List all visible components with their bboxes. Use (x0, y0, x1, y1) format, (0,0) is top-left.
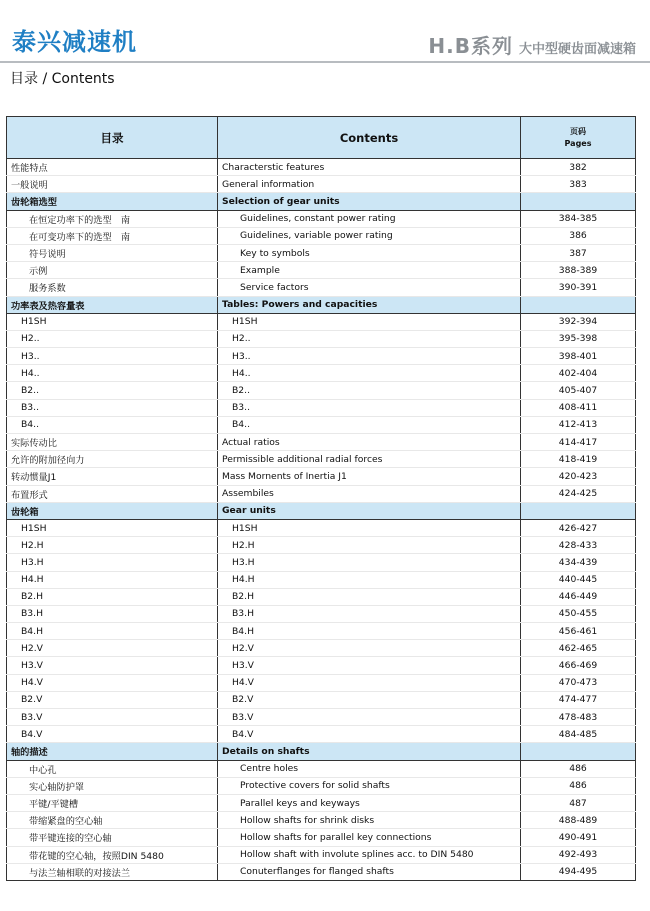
cell-cn: 轴的描述 (7, 743, 218, 760)
cell-pages: 428-433 (521, 537, 636, 554)
cell-pages: 488-489 (521, 812, 636, 829)
header-cn: 目录 (7, 117, 218, 159)
table-header-row (7, 117, 636, 159)
cell-pages (521, 296, 636, 313)
series-title (428, 30, 636, 59)
cell-cn: B3.V (7, 709, 218, 726)
cell-en: Characterstic features (218, 159, 521, 176)
table-row (7, 863, 636, 880)
cell-pages: 392-394 (521, 313, 636, 330)
section-row (7, 743, 636, 760)
cell-cn: H4.. (7, 365, 218, 382)
cell-en: Assembiles (218, 485, 521, 502)
table-row (7, 709, 636, 726)
cell-pages: 388-389 (521, 262, 636, 279)
table-row (7, 674, 636, 691)
header-pages (521, 117, 636, 159)
cell-cn: 示例 (7, 262, 218, 279)
cell-pages: 434-439 (521, 554, 636, 571)
cell-en: Key to symbols (218, 244, 521, 261)
cell-cn: B4.V (7, 726, 218, 743)
cell-pages: 408-411 (521, 399, 636, 416)
table-row (7, 399, 636, 416)
cell-cn: B3.H (7, 605, 218, 622)
cell-en: Example (218, 262, 521, 279)
cell-cn: H2.. (7, 330, 218, 347)
section-row (7, 502, 636, 519)
cell-en: H1SH (218, 519, 521, 536)
cell-pages: 390-391 (521, 279, 636, 296)
table-row (7, 812, 636, 829)
contents-table (6, 116, 636, 881)
cell-pages: 490-491 (521, 829, 636, 846)
cell-pages: 486 (521, 777, 636, 794)
table-row (7, 279, 636, 296)
cell-en: H3.H (218, 554, 521, 571)
section-row (7, 193, 636, 210)
table-row (7, 382, 636, 399)
table-row (7, 829, 636, 846)
cell-cn: B2.H (7, 588, 218, 605)
table-row (7, 571, 636, 588)
header-pages-cn: 页码 (570, 126, 586, 136)
cell-pages: 446-449 (521, 588, 636, 605)
cell-en: B3.. (218, 399, 521, 416)
cell-en: Parallel keys and keyways (218, 794, 521, 811)
cell-cn: 在恒定功率下的选型 南 (7, 210, 218, 227)
cell-pages: 486 (521, 760, 636, 777)
table-row (7, 846, 636, 863)
table-row (7, 451, 636, 468)
cell-cn: 性能特点 (7, 159, 218, 176)
cell-en: Service factors (218, 279, 521, 296)
cell-cn: H3.H (7, 554, 218, 571)
cell-cn: 带花键的空心轴，按照DIN 5480 (7, 846, 218, 863)
cell-pages: 405-407 (521, 382, 636, 399)
cell-en: B3.V (218, 709, 521, 726)
cell-cn: B2.V (7, 691, 218, 708)
cell-cn: 实心轴防护罩 (7, 777, 218, 794)
cell-en: B4.V (218, 726, 521, 743)
header-pages-en: Pages (564, 138, 592, 148)
table-row (7, 485, 636, 502)
cell-pages: 494-495 (521, 863, 636, 880)
cell-pages (521, 743, 636, 760)
cell-cn: 带平键连接的空心轴 (7, 829, 218, 846)
cell-pages: 424-425 (521, 485, 636, 502)
cell-pages: 478-483 (521, 709, 636, 726)
cell-en: B2.H (218, 588, 521, 605)
cell-en: Hollow shafts for parallel key connections (218, 829, 521, 846)
cell-cn: B3.. (7, 399, 218, 416)
cell-pages (521, 502, 636, 519)
cell-pages: 456-461 (521, 623, 636, 640)
cell-en: H2.V (218, 640, 521, 657)
table-row (7, 434, 636, 451)
cell-cn: 符号说明 (7, 244, 218, 261)
table-row (7, 588, 636, 605)
cell-cn: H1SH (7, 519, 218, 536)
cell-cn: 布置形式 (7, 485, 218, 502)
table-row (7, 313, 636, 330)
cell-en: Tables: Powers and capacities (218, 296, 521, 313)
cell-en: Hollow shafts for shrink disks (218, 812, 521, 829)
cell-pages: 386 (521, 227, 636, 244)
cell-en: H3.V (218, 657, 521, 674)
cell-pages: 395-398 (521, 330, 636, 347)
cell-en: Actual ratios (218, 434, 521, 451)
table-row (7, 760, 636, 777)
header-divider (0, 61, 650, 63)
cell-cn: 齿轮箱选型 (7, 193, 218, 210)
cell-pages (521, 193, 636, 210)
cell-pages: 484-485 (521, 726, 636, 743)
table-row (7, 348, 636, 365)
cell-cn: 功率表及热容量表 (7, 296, 218, 313)
cell-cn: H2.V (7, 640, 218, 657)
table-row (7, 210, 636, 227)
cell-en: General information (218, 176, 521, 193)
cell-pages: 418-419 (521, 451, 636, 468)
cell-en: B3.H (218, 605, 521, 622)
cell-en: Protective covers for solid shafts (218, 777, 521, 794)
cell-cn: H1SH (7, 313, 218, 330)
cell-en: H4.. (218, 365, 521, 382)
cell-cn: H3.. (7, 348, 218, 365)
table-row (7, 537, 636, 554)
cell-pages: 470-473 (521, 674, 636, 691)
cell-pages: 450-455 (521, 605, 636, 622)
cell-en: Mass Mornents of Inertia J1 (218, 468, 521, 485)
cell-cn: H3.V (7, 657, 218, 674)
cell-en: B4.H (218, 623, 521, 640)
brand-logo: 泰兴减速机 (12, 28, 137, 56)
table-row (7, 657, 636, 674)
cell-pages: 398-401 (521, 348, 636, 365)
table-row (7, 691, 636, 708)
cell-pages: 426-427 (521, 519, 636, 536)
table-row (7, 519, 636, 536)
toc-heading: 目录 / Contents (10, 71, 115, 87)
cell-cn: 在可变功率下的选型 南 (7, 227, 218, 244)
table-row (7, 244, 636, 261)
cell-pages: 384-385 (521, 210, 636, 227)
table-row (7, 159, 636, 176)
section-row (7, 296, 636, 313)
table-row (7, 623, 636, 640)
table-row (7, 777, 636, 794)
table-row (7, 227, 636, 244)
cell-en: H4.V (218, 674, 521, 691)
cell-en: H3.. (218, 348, 521, 365)
cell-en: Guidelines, variable power rating (218, 227, 521, 244)
cell-pages: 402-404 (521, 365, 636, 382)
cell-en: Centre holes (218, 760, 521, 777)
cell-en: H2.H (218, 537, 521, 554)
cell-en: Guidelines, constant power rating (218, 210, 521, 227)
table-row (7, 330, 636, 347)
cell-cn: 实际传动比 (7, 434, 218, 451)
cell-en: Permissible additional radial forces (218, 451, 521, 468)
cell-cn: H2.H (7, 537, 218, 554)
cell-cn: B2.. (7, 382, 218, 399)
cell-cn: 与法兰轴相联的对接法兰 (7, 863, 218, 880)
cell-pages: 412-413 (521, 416, 636, 433)
cell-cn: B4.H (7, 623, 218, 640)
cell-en: B2.V (218, 691, 521, 708)
cell-pages: 420-423 (521, 468, 636, 485)
table-row (7, 605, 636, 622)
cell-pages: 492-493 (521, 846, 636, 863)
cell-en: B4.. (218, 416, 521, 433)
cell-en: Conuterflanges for flanged shafts (218, 863, 521, 880)
cell-en: Selection of gear units (218, 193, 521, 210)
cell-cn: 齿轮箱 (7, 502, 218, 519)
table-row (7, 726, 636, 743)
cell-cn: 带缩紧盘的空心轴 (7, 812, 218, 829)
cell-pages: 382 (521, 159, 636, 176)
cell-pages: 440-445 (521, 571, 636, 588)
cell-pages: 383 (521, 176, 636, 193)
cell-pages: 414-417 (521, 434, 636, 451)
series-name: H.B系列 (428, 34, 513, 58)
cell-cn: B4.. (7, 416, 218, 433)
cell-cn: H4.H (7, 571, 218, 588)
cell-en: B2.. (218, 382, 521, 399)
series-subtitle: 大中型硬齿面减速箱 (518, 42, 636, 57)
cell-en: H2.. (218, 330, 521, 347)
table-row (7, 468, 636, 485)
cell-cn: 服务系数 (7, 279, 218, 296)
cell-cn: H4.V (7, 674, 218, 691)
table-row (7, 640, 636, 657)
cell-en: Gear units (218, 502, 521, 519)
cell-en: H1SH (218, 313, 521, 330)
table-row (7, 794, 636, 811)
table-row (7, 365, 636, 382)
header-en: Contents (218, 117, 521, 159)
cell-cn: 中心孔 (7, 760, 218, 777)
cell-pages: 474-477 (521, 691, 636, 708)
cell-en: Details on shafts (218, 743, 521, 760)
table-row (7, 262, 636, 279)
table-row (7, 416, 636, 433)
cell-cn: 转动惯量J1 (7, 468, 218, 485)
contents-body (7, 159, 636, 881)
cell-pages: 487 (521, 794, 636, 811)
table-row (7, 176, 636, 193)
table-row (7, 554, 636, 571)
cell-en: H4.H (218, 571, 521, 588)
cell-en: Hollow shaft with involute splines acc. to DIN 5480 (218, 846, 521, 863)
cell-cn: 允许的附加径向力 (7, 451, 218, 468)
cell-pages: 462-465 (521, 640, 636, 657)
cell-pages: 387 (521, 244, 636, 261)
cell-pages: 466-469 (521, 657, 636, 674)
cell-cn: 一般说明 (7, 176, 218, 193)
cell-cn: 平键/平键槽 (7, 794, 218, 811)
